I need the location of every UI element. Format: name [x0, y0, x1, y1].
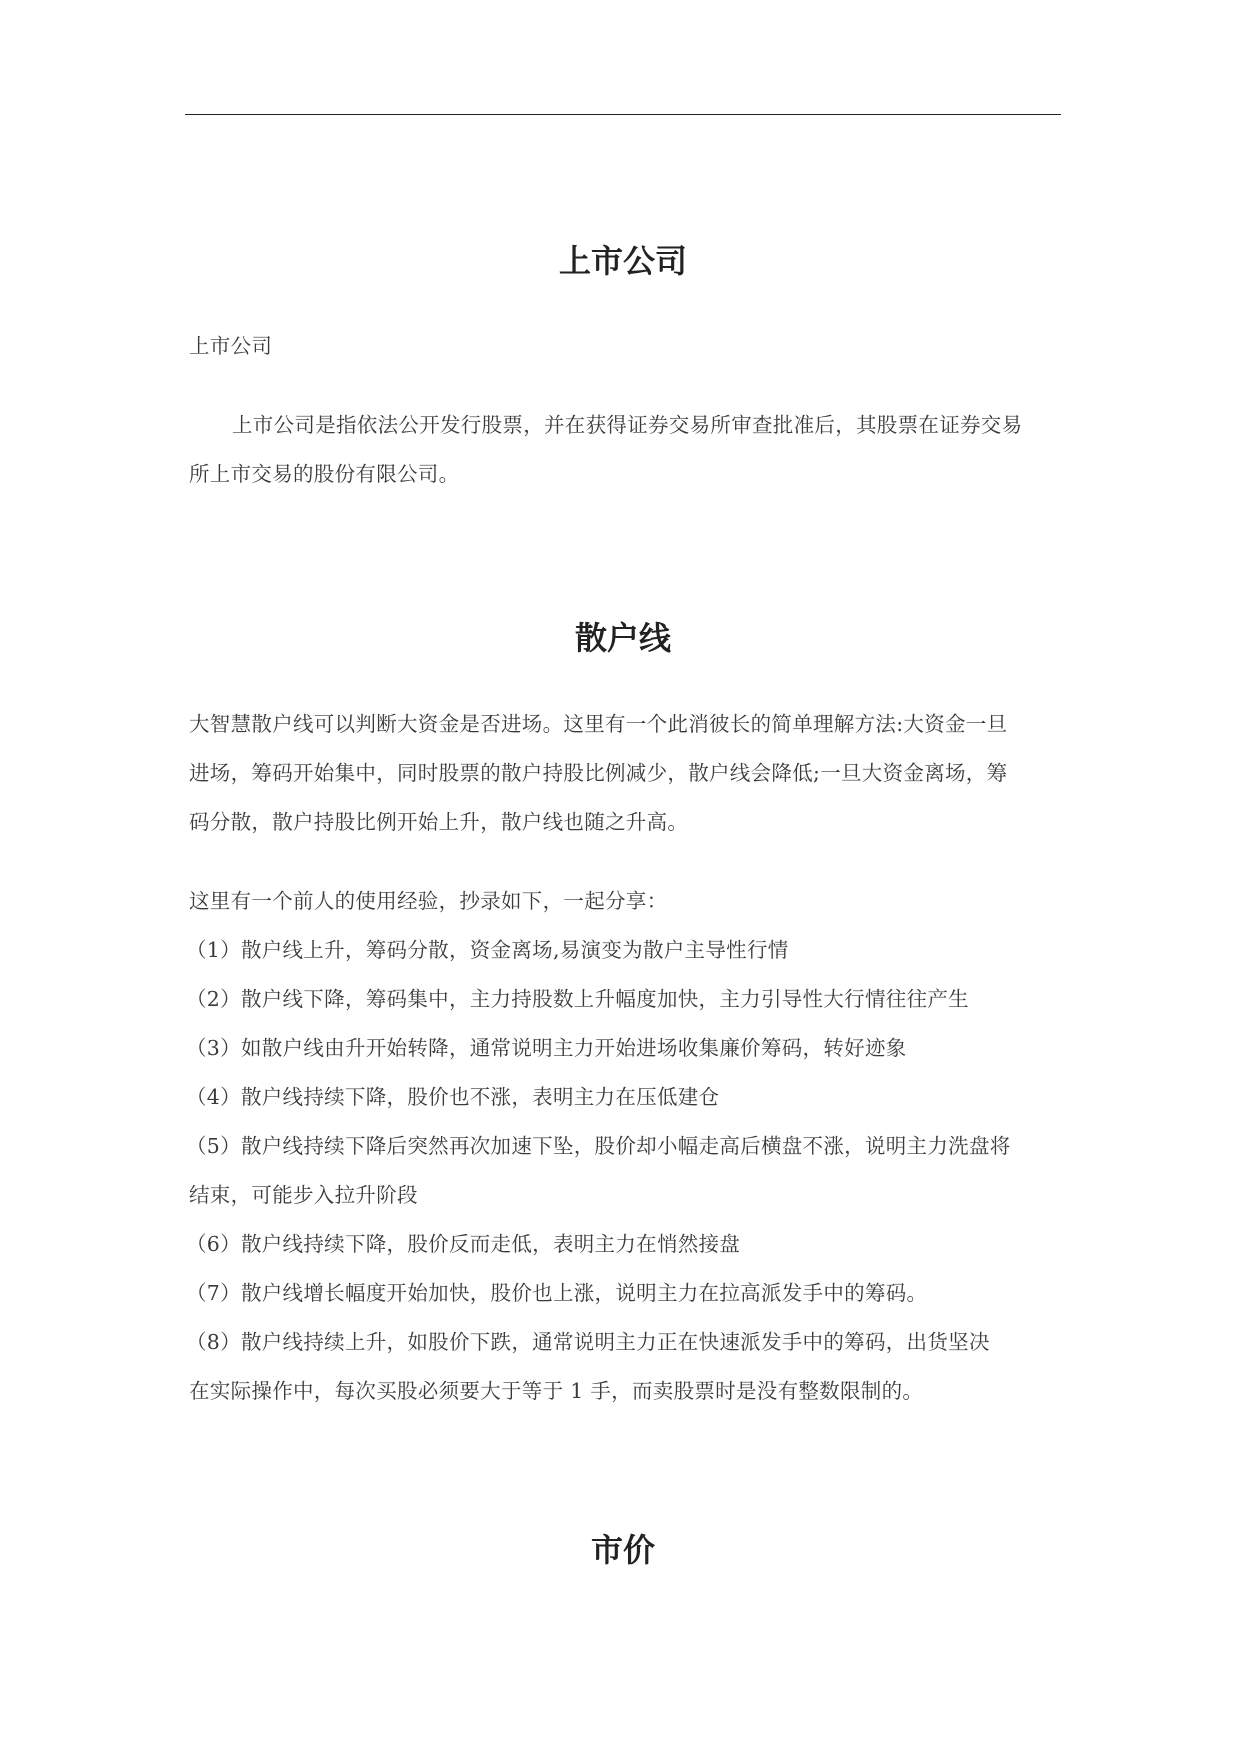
paragraph-lead: 这里有一个前人的使用经验，抄录如下，一起分享： [189, 889, 668, 913]
paragraph-line: 上市公司是指依法公开发行股票，并在获得证券交易所审查批准后，其股票在证券交易 [232, 413, 1023, 437]
paragraph-line: 所上市交易的股份有限公司。 [189, 462, 460, 486]
list-item: （4）散户线持续下降，股价也不涨，表明主力在压低建仓 [186, 1085, 720, 1109]
list-item-continuation: 结束，可能步入拉升阶段 [189, 1183, 418, 1207]
list-item: （2）散户线下降，筹码集中，主力持股数上升幅度加快，主力引导性大行情往往产生 [186, 987, 969, 1011]
list-item: （7）散户线增长幅度开始加快，股价也上涨，说明主力在拉高派发手中的筹码。 [186, 1281, 928, 1305]
paragraph-closing: 在实际操作中，每次买股必须要大于等于 1 手，而卖股票时是没有整数限制的。 [189, 1379, 924, 1403]
list-item: （6）散户线持续下降，股价反而走低，表明主力在悄然接盘 [186, 1232, 741, 1256]
heading-retail-line: 散户线 [574, 619, 671, 657]
list-item: （1）散户线上升，筹码分散，资金离场,易演变为散户主导性行情 [186, 938, 789, 962]
list-item: （3）如散户线由升开始转降，通常说明主力开始进场收集廉价筹码，转好迹象 [186, 1036, 907, 1060]
list-item: （5）散户线持续下降后突然再次加速下坠，股价却小幅走高后横盘不涨，说明主力洗盘将 [186, 1134, 1011, 1158]
list-item: （8）散户线持续上升，如股价下跌，通常说明主力正在快速派发手中的筹码，出货坚决 [186, 1330, 990, 1354]
paragraph-line: 大智慧散户线可以判断大资金是否进场。这里有一个此消彼长的简单理解方法:大资金一旦 [189, 712, 1008, 736]
heading-listed-company: 上市公司 [558, 242, 687, 280]
subheading-listed-company: 上市公司 [189, 334, 273, 358]
heading-market-price: 市价 [590, 1531, 655, 1569]
header-rule [185, 114, 1061, 115]
paragraph-line: 进场，筹码开始集中，同时股票的散户持股比例减少，散户线会降低;一旦大资金离场，筹 [189, 761, 1008, 785]
paragraph-line: 码分散，散户持股比例开始上升，散户线也随之升高。 [189, 810, 689, 834]
